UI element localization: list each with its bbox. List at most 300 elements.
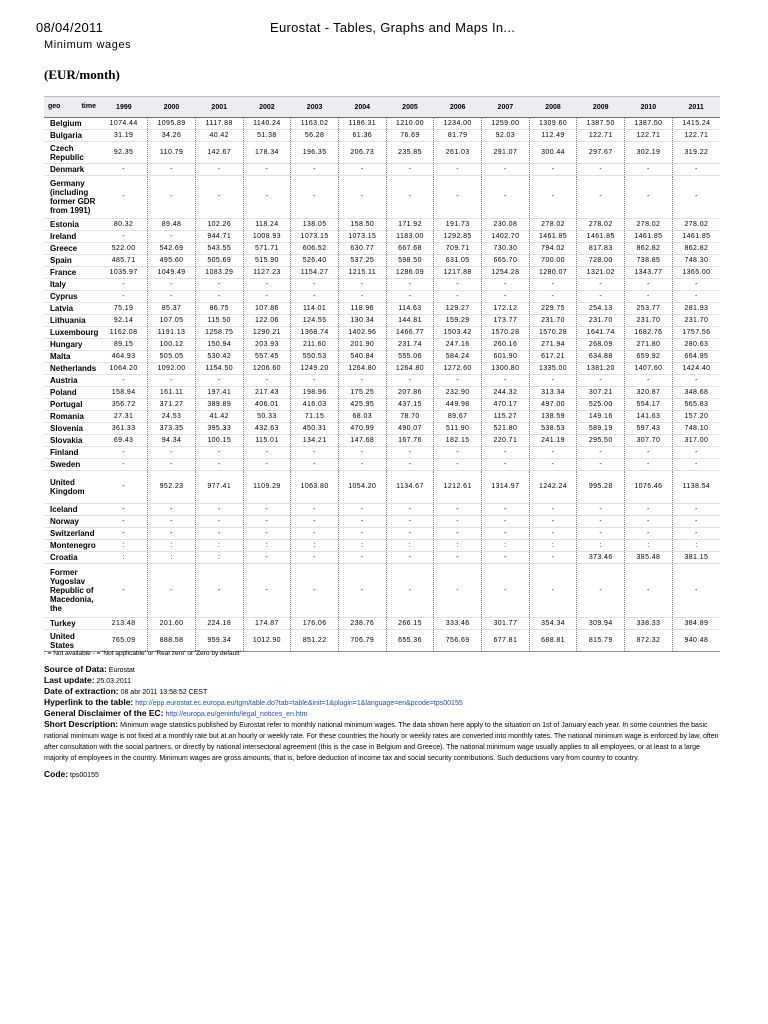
value-cell: 114.63	[386, 303, 434, 315]
value-cell: 1073.15	[338, 231, 386, 243]
value-cell: -	[482, 504, 530, 516]
value-cell: -	[291, 164, 339, 176]
value-cell: 1415.24	[672, 118, 720, 130]
value-cell: -	[243, 564, 291, 618]
value-cell: 1183.00	[386, 231, 434, 243]
value-cell: 1461.85	[577, 231, 625, 243]
value-cell: 171.92	[386, 219, 434, 231]
value-cell: -	[338, 375, 386, 387]
value-cell: -	[291, 447, 339, 459]
table-row	[44, 315, 720, 327]
value-cell: 253.77	[625, 303, 673, 315]
value-cell: 597.43	[625, 423, 673, 435]
value-cell: 817.83	[577, 243, 625, 255]
value-cell: 655.36	[386, 630, 434, 652]
value-cell: -	[291, 291, 339, 303]
value-cell: 1217.88	[434, 267, 482, 279]
value-cell: 815.79	[577, 630, 625, 652]
value-cell: -	[100, 291, 148, 303]
value-cell: :	[148, 552, 196, 564]
value-cell: 1335.00	[529, 363, 577, 375]
value-cell: 659.92	[625, 351, 673, 363]
value-cell: 862.82	[672, 243, 720, 255]
table-row	[44, 351, 720, 363]
value-cell: 56.28	[291, 130, 339, 142]
value-cell: 1163.02	[291, 118, 339, 130]
value-cell: -	[338, 528, 386, 540]
country-cell: Belgium	[44, 118, 100, 130]
table-row	[44, 618, 720, 630]
value-cell: 940.48	[672, 630, 720, 652]
value-cell: 1206.60	[243, 363, 291, 375]
value-cell: 1095.89	[148, 118, 196, 130]
value-cell: 1402.70	[482, 231, 530, 243]
value-cell: -	[148, 504, 196, 516]
country-cell: Czech Republic	[44, 142, 100, 164]
value-cell: 71.15	[291, 411, 339, 423]
value-cell: 281.93	[672, 303, 720, 315]
value-cell: -	[577, 176, 625, 219]
value-cell: -	[434, 459, 482, 471]
value-cell: -	[291, 552, 339, 564]
table-subtitle: Minimum wages	[44, 39, 132, 51]
value-cell: -	[482, 176, 530, 219]
value-cell: 977.41	[195, 471, 243, 504]
value-cell: 302.19	[625, 142, 673, 164]
value-cell: -	[529, 516, 577, 528]
value-cell: 207.86	[386, 387, 434, 399]
value-cell: -	[338, 447, 386, 459]
value-cell: 555.06	[386, 351, 434, 363]
value-cell: -	[195, 291, 243, 303]
value-cell: 1117.88	[195, 118, 243, 130]
value-cell: 706.79	[338, 630, 386, 652]
extraction-value: 08 abr 2011 13:58:52 CEST	[120, 689, 208, 696]
value-cell: -	[625, 516, 673, 528]
value-cell: 313.34	[529, 387, 577, 399]
time-label: time	[81, 103, 96, 110]
value-cell: :	[482, 540, 530, 552]
value-cell: 213.48	[100, 618, 148, 630]
value-cell: 515.90	[243, 255, 291, 267]
print-date: 08/04/2011	[36, 20, 104, 35]
value-cell: -	[434, 291, 482, 303]
value-cell: -	[577, 564, 625, 618]
value-cell: 1258.75	[195, 327, 243, 339]
value-cell: 231.74	[386, 339, 434, 351]
value-cell: 69.43	[100, 435, 148, 447]
value-cell: 354.34	[529, 618, 577, 630]
value-cell: 688.81	[529, 630, 577, 652]
value-cell: 1286.09	[386, 267, 434, 279]
value-cell: -	[386, 516, 434, 528]
value-cell: 86.75	[195, 303, 243, 315]
value-cell: -	[291, 375, 339, 387]
year-header: 2007	[482, 97, 530, 118]
value-cell: 1570.28	[529, 327, 577, 339]
value-cell: 1008.93	[243, 231, 291, 243]
value-cell: -	[577, 279, 625, 291]
country-cell: Montenegro	[44, 540, 100, 552]
table-row	[44, 399, 720, 411]
value-cell: -	[195, 164, 243, 176]
value-cell: -	[577, 528, 625, 540]
value-cell: 1368.74	[291, 327, 339, 339]
value-cell: 1012.90	[243, 630, 291, 652]
value-cell: 1138.54	[672, 471, 720, 504]
value-cell: -	[243, 459, 291, 471]
value-cell: -	[195, 375, 243, 387]
value-cell: -	[625, 504, 673, 516]
table-row	[44, 516, 720, 528]
value-cell: -	[529, 447, 577, 459]
value-cell: 1215.11	[338, 267, 386, 279]
value-cell: -	[672, 164, 720, 176]
value-cell: 178.34	[243, 142, 291, 164]
value-cell: -	[482, 528, 530, 540]
value-cell: 81.79	[434, 130, 482, 142]
table-row	[44, 219, 720, 231]
value-cell: 176.06	[291, 618, 339, 630]
value-cell: 201.90	[338, 339, 386, 351]
value-cell: -	[529, 176, 577, 219]
value-cell: -	[243, 552, 291, 564]
value-cell: 197.41	[195, 387, 243, 399]
value-cell: -	[148, 459, 196, 471]
value-cell: 100.15	[195, 435, 243, 447]
value-cell: 114.01	[291, 303, 339, 315]
value-cell: 526.40	[291, 255, 339, 267]
country-cell: Italy	[44, 279, 100, 291]
disclaimer-link[interactable]: http://europa.eu/geninfo/legal_notices_en.htm	[165, 711, 308, 718]
value-cell: 268.09	[577, 339, 625, 351]
value-cell: -	[625, 564, 673, 618]
table-row	[44, 552, 720, 564]
country-cell: Spain	[44, 255, 100, 267]
table-row	[44, 363, 720, 375]
value-cell: :	[195, 552, 243, 564]
value-cell: 537.25	[338, 255, 386, 267]
value-cell: 348.68	[672, 387, 720, 399]
value-cell: 51.38	[243, 130, 291, 142]
value-cell: 406.01	[243, 399, 291, 411]
value-cell: 470.17	[482, 399, 530, 411]
value-cell: 138.59	[529, 411, 577, 423]
value-cell: 68.03	[338, 411, 386, 423]
value-cell: 356.72	[100, 399, 148, 411]
value-cell: 1234.00	[434, 118, 482, 130]
value-cell: :	[100, 552, 148, 564]
value-cell: 1254.28	[482, 267, 530, 279]
country-cell: Ireland	[44, 231, 100, 243]
table-row	[44, 164, 720, 176]
value-cell: 1757.56	[672, 327, 720, 339]
table-header-row	[44, 97, 720, 118]
value-cell: 231.70	[529, 315, 577, 327]
value-cell: -	[291, 528, 339, 540]
country-cell: Hungary	[44, 339, 100, 351]
value-cell: 1264.80	[338, 363, 386, 375]
value-cell: -	[434, 176, 482, 219]
country-cell: Bulgaria	[44, 130, 100, 142]
value-cell: 107.05	[148, 315, 196, 327]
value-cell: -	[577, 504, 625, 516]
table-hyperlink[interactable]: http://epp.eurostat.ec.europa.eu/tgm/table.do?tab=table&init=1&plugin=1&language=en&pcode=tps00155	[135, 700, 463, 707]
value-cell: -	[243, 504, 291, 516]
value-cell: 157.20	[672, 411, 720, 423]
country-cell: Estonia	[44, 219, 100, 231]
value-cell: 301.77	[482, 618, 530, 630]
value-cell: 144.81	[386, 315, 434, 327]
value-cell: -	[434, 504, 482, 516]
update-value: 25.03.2011	[96, 678, 131, 685]
value-cell: 425.95	[338, 399, 386, 411]
value-cell: 944.71	[195, 231, 243, 243]
value-cell: 432.63	[243, 423, 291, 435]
geo-time-header	[44, 97, 100, 118]
value-cell: 1154.27	[291, 267, 339, 279]
value-cell: 172.12	[482, 303, 530, 315]
value-cell: -	[100, 375, 148, 387]
value-cell: 235.85	[386, 142, 434, 164]
value-cell: 271.94	[529, 339, 577, 351]
value-cell: 1343.77	[625, 267, 673, 279]
value-cell: -	[148, 279, 196, 291]
country-cell: Poland	[44, 387, 100, 399]
value-cell: -	[434, 164, 482, 176]
value-cell: -	[434, 528, 482, 540]
value-cell: 1424.40	[672, 363, 720, 375]
value-cell: 1162.08	[100, 327, 148, 339]
value-cell: -	[672, 516, 720, 528]
value-cell: -	[291, 279, 339, 291]
value-cell: 1249.20	[291, 363, 339, 375]
value-cell: 395.33	[195, 423, 243, 435]
value-cell: 217.43	[243, 387, 291, 399]
value-cell: :	[148, 540, 196, 552]
value-cell: 333.46	[434, 618, 482, 630]
value-cell: 31.19	[100, 130, 148, 142]
value-cell: 1402.96	[338, 327, 386, 339]
value-cell: 505.69	[195, 255, 243, 267]
value-cell: 1191.13	[148, 327, 196, 339]
value-cell: :	[195, 540, 243, 552]
value-cell: -	[434, 375, 482, 387]
value-cell: -	[625, 459, 673, 471]
country-cell: Switzerland	[44, 528, 100, 540]
value-cell: 497.00	[529, 399, 577, 411]
value-cell: -	[386, 164, 434, 176]
value-cell: -	[625, 291, 673, 303]
value-cell: 1063.80	[291, 471, 339, 504]
value-cell: 338.33	[625, 618, 673, 630]
value-cell: 1212.61	[434, 471, 482, 504]
value-cell: 278.02	[529, 219, 577, 231]
geo-label: geo	[48, 103, 61, 110]
value-cell: -	[386, 279, 434, 291]
value-cell: :	[338, 540, 386, 552]
year-header: 2001	[195, 97, 243, 118]
value-cell: 24.53	[148, 411, 196, 423]
value-cell: -	[195, 447, 243, 459]
value-cell: 40.42	[195, 130, 243, 142]
value-cell: 150.94	[195, 339, 243, 351]
value-cell: -	[672, 459, 720, 471]
country-cell: Lithuania	[44, 315, 100, 327]
value-cell: 34.26	[148, 130, 196, 142]
value-cell: 260.16	[482, 339, 530, 351]
value-cell: 138.05	[291, 219, 339, 231]
value-cell: 665.70	[482, 255, 530, 267]
country-cell: Norway	[44, 516, 100, 528]
value-cell: -	[529, 291, 577, 303]
value-cell: -	[386, 552, 434, 564]
value-cell: 211.60	[291, 339, 339, 351]
value-cell: -	[100, 459, 148, 471]
value-cell: -	[100, 447, 148, 459]
value-cell: -	[148, 564, 196, 618]
value-cell: 557.45	[243, 351, 291, 363]
value-cell: 319.22	[672, 142, 720, 164]
value-cell: 1083.29	[195, 267, 243, 279]
extraction-label: Date of extraction:	[44, 686, 119, 696]
value-cell: -	[482, 447, 530, 459]
country-cell: Cyprus	[44, 291, 100, 303]
value-cell: 522.00	[100, 243, 148, 255]
value-cell: 261.03	[434, 142, 482, 164]
year-header: 2010	[625, 97, 673, 118]
value-cell: 1466.77	[386, 327, 434, 339]
code-line	[44, 769, 724, 781]
value-cell: -	[434, 516, 482, 528]
value-cell: 1259.00	[482, 118, 530, 130]
value-cell: 543.55	[195, 243, 243, 255]
value-cell: 371.27	[148, 399, 196, 411]
value-cell: -	[434, 447, 482, 459]
value-cell: -	[100, 231, 148, 243]
value-cell: 601.90	[482, 351, 530, 363]
value-cell: 1134.67	[386, 471, 434, 504]
value-cell: 995.28	[577, 471, 625, 504]
value-cell: 1300.80	[482, 363, 530, 375]
table-row	[44, 630, 720, 652]
country-cell: Austria	[44, 375, 100, 387]
table-row	[44, 540, 720, 552]
table-row	[44, 130, 720, 142]
value-cell: -	[672, 447, 720, 459]
value-cell: 617.21	[529, 351, 577, 363]
value-cell: 102.26	[195, 219, 243, 231]
value-cell: 888.58	[148, 630, 196, 652]
value-cell: 149.16	[577, 411, 625, 423]
value-cell: 307.21	[577, 387, 625, 399]
value-cell: 700.00	[529, 255, 577, 267]
country-cell: Latvia	[44, 303, 100, 315]
value-cell: 115.50	[195, 315, 243, 327]
table-row	[44, 231, 720, 243]
value-cell: -	[148, 176, 196, 219]
value-cell: -	[482, 516, 530, 528]
value-cell: -	[195, 504, 243, 516]
country-cell: Netherlands	[44, 363, 100, 375]
country-cell: Slovenia	[44, 423, 100, 435]
value-cell: 238.76	[338, 618, 386, 630]
value-cell: 229.75	[529, 303, 577, 315]
table-row	[44, 142, 720, 164]
value-cell: 191.73	[434, 219, 482, 231]
value-cell: 271.80	[625, 339, 673, 351]
value-cell: 1127.23	[243, 267, 291, 279]
value-cell: 231.70	[577, 315, 625, 327]
value-cell: -	[100, 176, 148, 219]
value-cell: 159.29	[434, 315, 482, 327]
value-cell: 130.34	[338, 315, 386, 327]
value-cell: 1387.50	[625, 118, 673, 130]
value-cell: 554.17	[625, 399, 673, 411]
value-cell: 124.55	[291, 315, 339, 327]
year-header: 2000	[148, 97, 196, 118]
value-cell: 320.87	[625, 387, 673, 399]
value-cell: -	[243, 279, 291, 291]
value-cell: -	[243, 516, 291, 528]
value-cell: 571.71	[243, 243, 291, 255]
code-value: tps00155	[70, 772, 99, 779]
value-cell: 738.85	[625, 255, 673, 267]
value-cell: 220.71	[482, 435, 530, 447]
value-cell: 1461.85	[625, 231, 673, 243]
value-cell: -	[672, 528, 720, 540]
value-cell: 254.13	[577, 303, 625, 315]
table-row	[44, 387, 720, 399]
value-cell: 158.94	[100, 387, 148, 399]
value-cell: 862.82	[625, 243, 673, 255]
value-cell: 115.27	[482, 411, 530, 423]
value-cell: 565.83	[672, 399, 720, 411]
value-cell: 1109.29	[243, 471, 291, 504]
year-header: 2003	[291, 97, 339, 118]
value-cell: 470.99	[338, 423, 386, 435]
value-cell: 872.32	[625, 630, 673, 652]
value-cell: 540.84	[338, 351, 386, 363]
value-cell: 1280.07	[529, 267, 577, 279]
value-cell: 76.69	[386, 130, 434, 142]
table-row	[44, 375, 720, 387]
value-cell: 198.96	[291, 387, 339, 399]
value-cell: 122.71	[625, 130, 673, 142]
value-cell: 511.90	[434, 423, 482, 435]
year-header: 2008	[529, 97, 577, 118]
country-cell: Portugal	[44, 399, 100, 411]
value-cell: 142.67	[195, 142, 243, 164]
value-cell: 542.69	[148, 243, 196, 255]
value-cell: 112.49	[529, 130, 577, 142]
value-cell: -	[243, 375, 291, 387]
value-cell: 1264.80	[386, 363, 434, 375]
value-cell: -	[100, 528, 148, 540]
value-cell: 134.21	[291, 435, 339, 447]
value-cell: -	[291, 176, 339, 219]
code-label: Code:	[44, 769, 69, 779]
value-cell: 118.96	[338, 303, 386, 315]
value-cell: -	[100, 279, 148, 291]
value-cell: 307.70	[625, 435, 673, 447]
value-cell: -	[338, 516, 386, 528]
value-cell: 1407.60	[625, 363, 673, 375]
value-cell: -	[100, 471, 148, 504]
value-cell: 664.95	[672, 351, 720, 363]
value-cell: 122.06	[243, 315, 291, 327]
value-cell: 89.67	[434, 411, 482, 423]
